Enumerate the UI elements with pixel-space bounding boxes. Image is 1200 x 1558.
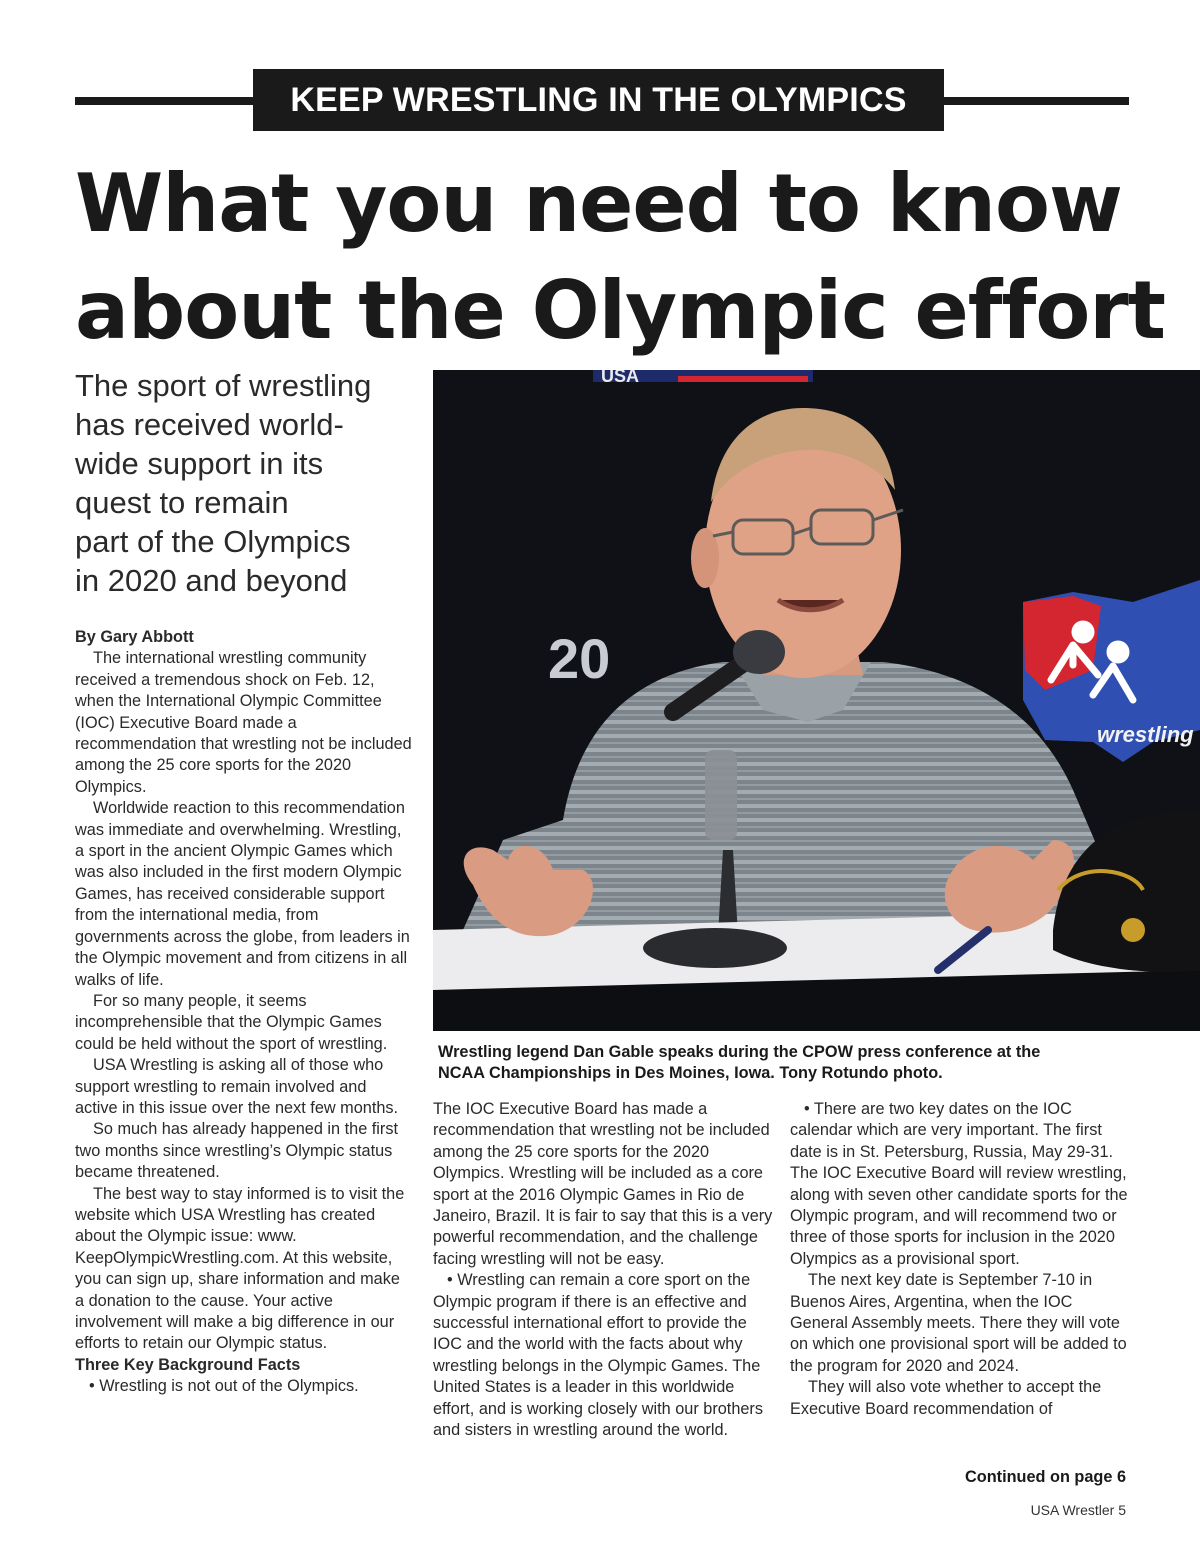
deck-line: in 2020 and beyond [75, 563, 348, 598]
deck [75, 366, 415, 600]
deck-line: wide support in its [75, 446, 324, 481]
paragraph: So much has already happened in the first two months since wrestling’s Olympic status became threatened. [75, 1120, 399, 1182]
bullet-paragraph: • There are two key dates on the IOC calendar which are very important. The first date is in St. Petersburg, Russia, May 29-31. The IOC Executive Board will review wrestling, along with seven other candidate sports for the Olympic program, and will recommend two or three of those sports for inclusion in the 2020 Olympics as a provisional sport. [790, 1100, 1128, 1268]
bullet-paragraph: • Wrestling can remain a core sport on the Olympic program if there is an effective and successful international effort to provide the IOC and the world with the facts about why wrestling belongs in the Olympic Games. The United States is a leader in this worldwide effort, and is working closely with our brothers and sisters in wrestling around the world. [433, 1271, 763, 1440]
caption-line: NCAA Championships in Des Moines, Iowa. Tony Rotundo photo. [438, 1064, 943, 1083]
deck-line: part of the Olympics [75, 524, 351, 559]
paragraph: USA Wrestling is asking all of those who support wrestling to remain involved and active in this issue over the next few months. [75, 1056, 399, 1117]
press-conference-illustration [433, 370, 1200, 1031]
bullet-paragraph: • Wrestling is not out of the Olympics. [89, 1377, 359, 1396]
subhead: Three Key Background Facts [75, 1355, 301, 1374]
mic-head [733, 630, 785, 674]
article-column-3 [790, 1099, 1130, 1420]
deck-line: The sport of wrestling [75, 368, 372, 403]
backdrop-text-usa: USA [601, 370, 640, 386]
page-footer: USA Wrestler 5 [1030, 1502, 1126, 1518]
headline-line-2: about the Olympic effort [75, 264, 1165, 357]
continued-jump-line: Continued on page 6 [965, 1468, 1126, 1486]
backdrop-text-logo: wrestling [1097, 722, 1194, 747]
paragraph: They will also vote whether to accept the Executive Board recommendation of [790, 1378, 1102, 1418]
deck-line: has received world- [75, 407, 344, 442]
photo-caption [438, 1042, 1138, 1085]
mic-base [643, 928, 787, 968]
headline [75, 150, 1165, 364]
headline-line-1: What you need to know [75, 157, 1122, 250]
deck-line: quest to remain [75, 485, 289, 520]
byline: By Gary Abbott [75, 628, 194, 646]
article-column-1 [75, 627, 413, 1398]
backdrop-stripe [678, 376, 808, 382]
article-column-2 [433, 1099, 773, 1442]
paragraph: Worldwide reaction to this recommendation was immediate and overwhelming. Wrestling, a sport in the ancient Olympic Games which was also included in the first modern Olympic Games, has received considerable support from the international media, from governments across the globe, from leaders in the Olympic movement and from citizens in all walks of life. [75, 799, 410, 989]
paragraph: For so many people, it seems incomprehensible that the Olympic Games could be held without the sport of wrestling. [75, 991, 388, 1053]
paragraph: The IOC Executive Board has made a recommendation that wrestling not be included among the 25 core sports for the 2020 Olympics. Wrestling will be included as a core sport at the 2016 Olympic Games in Rio de Janeiro, Brazil. It is fair to say that this is a very powerful recommendation, and the challenge facing wrestling will not be easy. [433, 1100, 773, 1268]
mic-clip [705, 750, 737, 840]
section-kicker: KEEP WRESTLING IN THE OLYMPICS [253, 69, 944, 131]
kicker-rule-right [942, 97, 1129, 105]
paragraph: The best way to stay informed is to visit the website which USA Wrestling has created about the Olympic issue: www. KeepOlympicWrestling.com. At this website, you can sign up, share information and make a donation to the cause. Your active involvement will make a big difference in our efforts to retain our Olympic status. [75, 1184, 405, 1353]
cap-logo [1121, 918, 1145, 942]
kicker-rule-left [75, 97, 255, 105]
paragraph: The next key date is September 7-10 in Buenos Aires, Argentina, when the IOC General Assembly meets. There they will vote on which one provisional sport will be added to the program for 2020 and 2024. [790, 1271, 1127, 1375]
caption-line: Wrestling legend Dan Gable speaks during the CPOW press conference at the [438, 1043, 1041, 1061]
article-photo [433, 370, 1200, 1031]
backdrop-text-year: 20 [548, 627, 611, 690]
paragraph: The international wrestling community received a tremendous shock on Feb. 12, when the International Olympic Committee (IOC) Executive Board made a recommendation that wrestling not be included among the 25 core sports for the 2020 Olympics. [75, 649, 412, 796]
